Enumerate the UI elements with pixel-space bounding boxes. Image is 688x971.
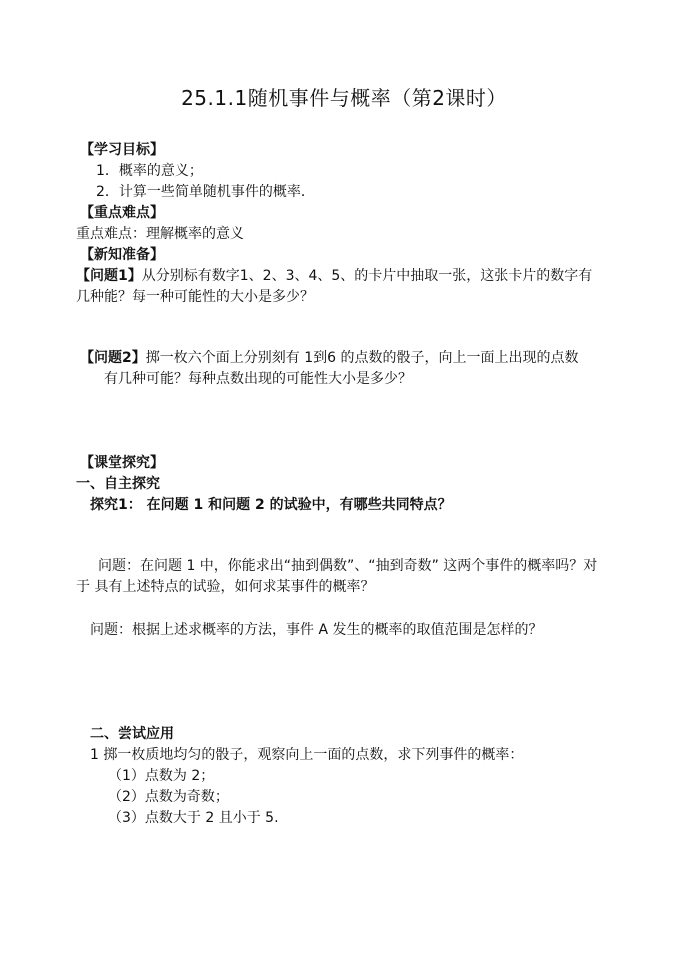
key-points-text: 重点难点：理解概率的意义 (76, 226, 244, 242)
exploration-heading: 【课堂探究】 (80, 455, 164, 471)
application-sub-2: （2）点数为奇数； (108, 789, 229, 805)
section-1-heading: 一、自主探究 (76, 476, 160, 492)
question-b: 问题：根据上述求概率的方法，事件 A 发生的概率的取值范围是怎样的？ (90, 622, 543, 638)
key-points-heading: 【重点难点】 (80, 205, 164, 221)
question-1-text: 从分别标有数字1、2、3、4、5、的卡片中抽取一张，这张卡片的数字有 (141, 268, 593, 284)
question-a: 问题：在问题 1 中，你能求出“抽到偶数”、“抽到奇数” 这两个事件的概率吗？对 (98, 558, 598, 574)
objective-item-1: 1．概率的意义； (96, 163, 203, 179)
question-1 (76, 266, 592, 286)
application-sub-3: （3）点数大于 2 且小于 5. (108, 810, 279, 826)
question-2-continued: 有几种可能？每种点数出现的可能性大小是多少？ (104, 371, 412, 387)
section-2-heading: 二、尝试应用 (90, 726, 174, 742)
preparation-heading: 【新知准备】 (80, 247, 164, 263)
question-1-continued: 几种能？每一种可能性的大小是多少？ (76, 289, 314, 305)
objectives-heading: 【学习目标】 (80, 142, 164, 158)
application-item-1: 1 掷一枚质地均匀的骰子，观察向上一面的点数，求下列事件的概率： (90, 747, 524, 763)
question-2-text: 掷一枚六个面上分别刻有 1到6 的点数的骰子，向上一面上出现的点数 (145, 350, 579, 366)
question-2 (80, 348, 578, 368)
page-title: 25.1.1随机事件与概率（第2课时） (181, 86, 507, 110)
question-1-label: 【问题1】 (76, 268, 142, 284)
question-2-label: 【问题2】 (80, 350, 146, 366)
question-a-continued: 于 具有上述特点的试验，如何求某事件的概率？ (76, 579, 375, 595)
application-sub-1: （1）点数为 2； (108, 768, 215, 784)
explore-1: 探究1： 在问题 1 和问题 2 的试验中，有哪些共同特点？ (90, 497, 452, 513)
objective-item-2: 2．计算一些简单随机事件的概率． (96, 184, 315, 200)
